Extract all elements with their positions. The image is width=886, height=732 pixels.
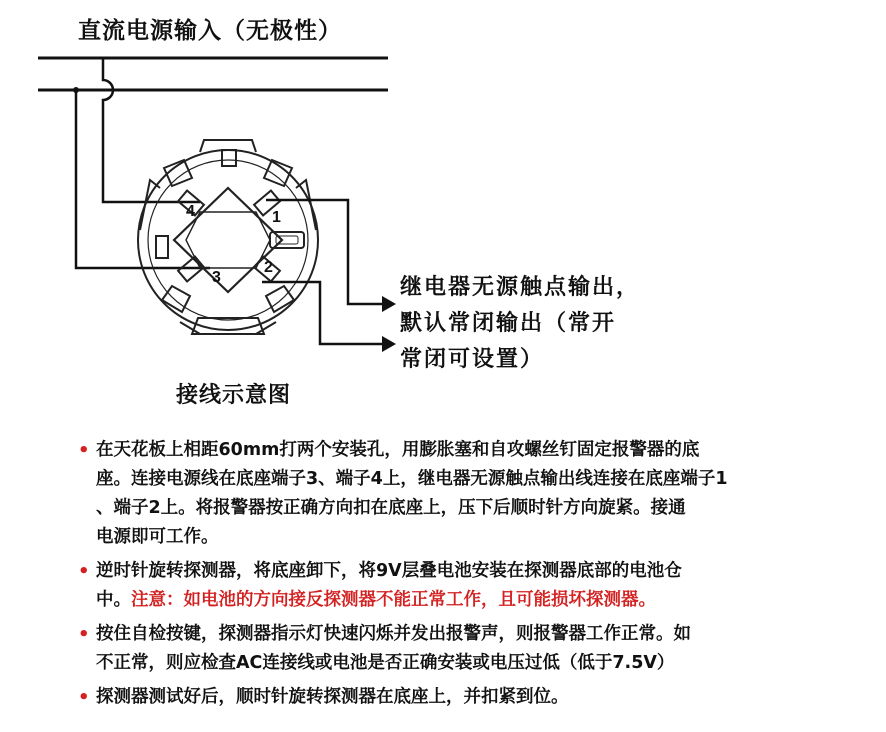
instruction-line: 不正常，则应检查AC连接线或电池是否正确安装或电压过低（低于7.5V） [96,653,675,673]
terminal-2-label: 2 [264,259,273,276]
detector-base [138,140,318,334]
instruction-list [78,436,878,717]
bullet-dot-icon: • [78,624,90,645]
instruction-line: 、端子2上。将报警器按正确方向扣在底座上，压下后顺时针方向旋紧。接通 [96,498,686,518]
terminal-1-label: 1 [272,209,281,226]
relay-label-line-1: 继电器无源触点输出， [400,275,641,300]
relay-label-line-2: 默认常闭输出（常开 [400,311,617,336]
warning-text: 注意：如电池的方向接反探测器不能正常工作，且可能损坏探测器。 [131,590,656,610]
diagram-caption: 接线示意图 [176,383,292,408]
instruction-item-2 [78,557,878,615]
instruction-item-3 [78,620,878,678]
bullet-dot-icon: • [78,687,90,708]
relay-label-line-3: 常闭可设置） [400,347,545,372]
instruction-text: 中。 [96,590,131,610]
relay-wire-1 [266,200,382,304]
terminal-4-label: 4 [186,203,195,220]
terminal-3-label: 3 [212,269,221,286]
relay-arrow-1 [382,296,396,312]
instruction-item-1 [78,436,878,552]
instruction-line: 电源即可工作。 [96,527,219,547]
power-input-title: 直流电源输入（无极性） [78,18,342,44]
instruction-line: 按住自检按键，探测器指示灯快速闪烁并发出报警声，则报警器工作正常。如 [96,624,691,644]
instruction-line: 在天花板上相距60mm打两个安装孔，用膨胀塞和自攻螺丝钉固定报警器的底 [96,440,700,460]
instruction-line [96,586,878,615]
bullet-dot-icon: • [78,561,90,582]
bullet-dot-icon: • [78,440,90,461]
instruction-line: 逆时针旋转探测器，将底座卸下，将9V层叠电池安装在探测器底部的电池仓 [96,561,682,581]
relay-arrow-2 [382,336,396,352]
instruction-line: 座。连接电源线在底座端子3、端子4上，继电器无源触点输出线连接在底座端子1 [96,469,728,489]
instruction-item-4 [78,683,878,712]
instruction-line: 探测器测试好后，顺时针旋转探测器在底座上，并扣紧到位。 [96,687,569,707]
